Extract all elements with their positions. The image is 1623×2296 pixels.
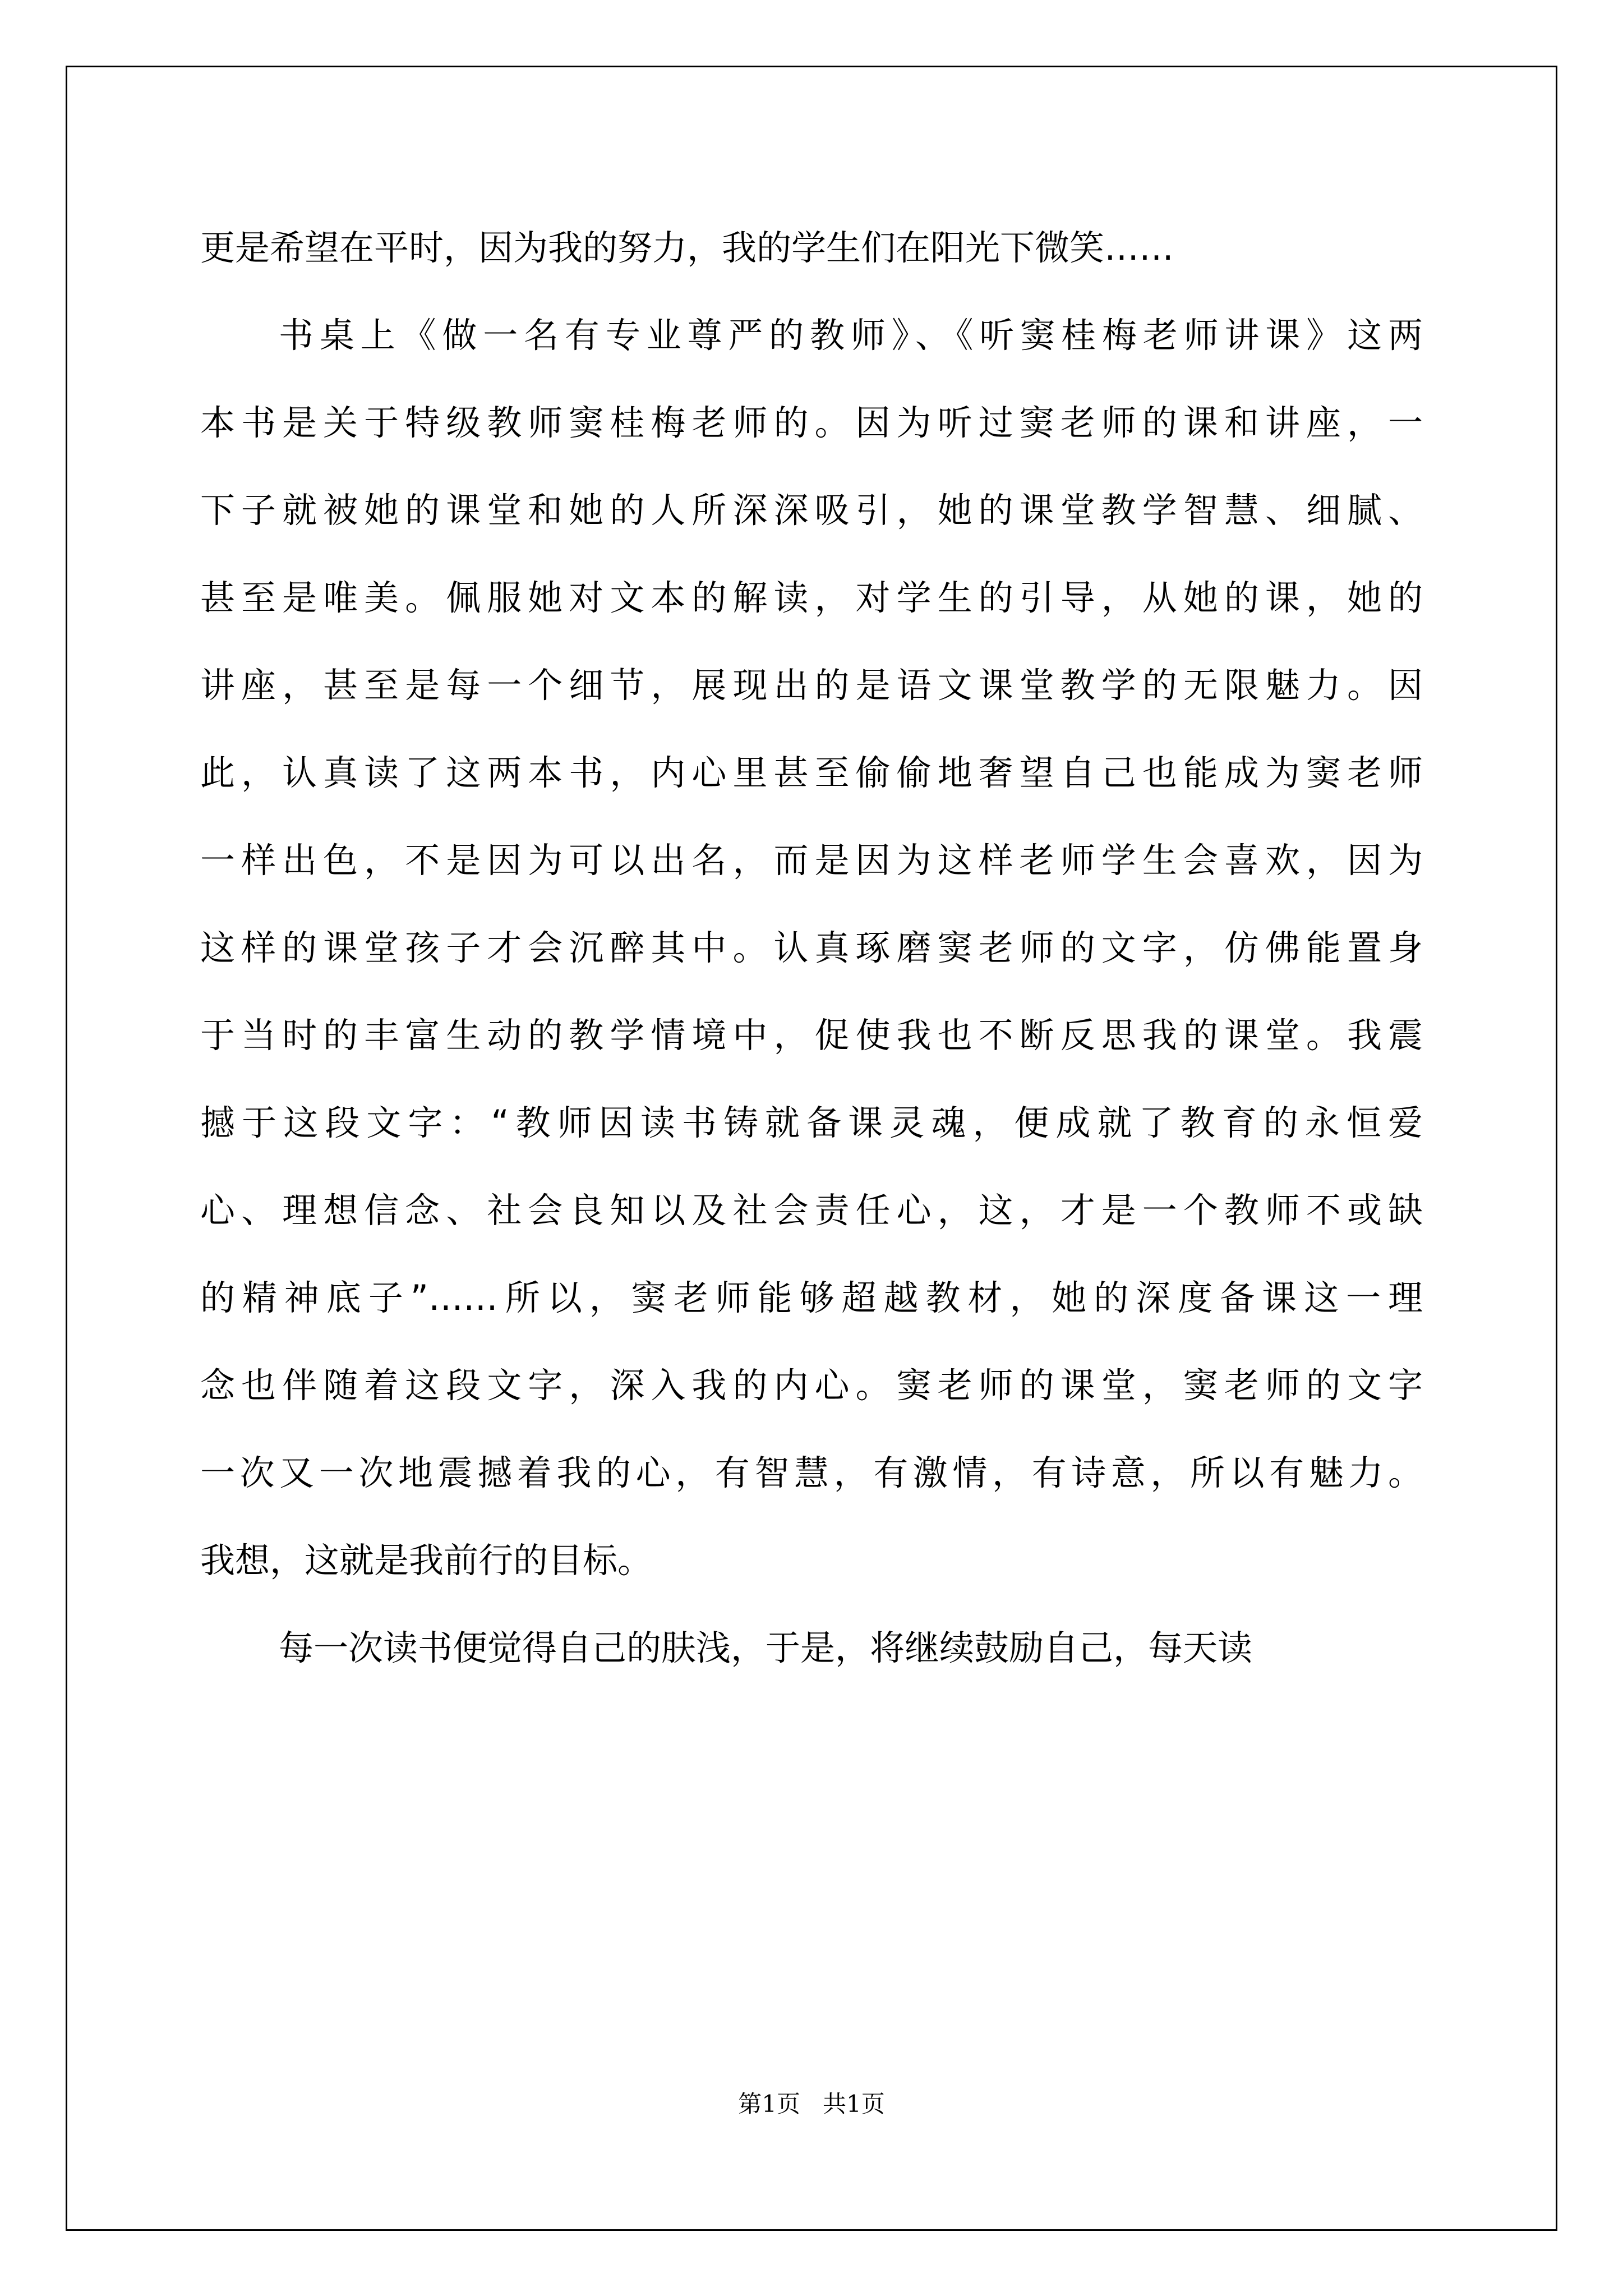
text-line: 这样的课堂孩子才会沉醉其中。认真琢磨窦老师的文字，仿佛能置身 [200,927,1423,968]
text-line: 一样出色，不是因为可以出名，而是因为这样老师学生会喜欢，因为 [200,840,1423,881]
text-line: 于当时的丰富生动的教学情境中，促使我也不断反思我的课堂。我震 [200,1015,1423,1056]
paragraph-start-line: 每一次读书便觉得自己的肤浅，于是，将继续鼓励自己，每天读 [279,1627,1253,1668]
text-line: 讲座，甚至是每一个细节，展现出的是语文课堂教学的无限魅力。因 [200,665,1423,706]
text-line: 本书是关于特级教师窦桂梅老师的。因为听过窦老师的课和讲座，一 [200,402,1423,443]
document-body [200,220,1423,1708]
text-line: 甚至是唯美。佩服她对文本的解读，对学生的引导，从她的课，她的 [200,577,1423,618]
text-line: 此，认真读了这两本书，内心里甚至偷偷地奢望自己也能成为窦老师 [200,752,1423,793]
page-number-footer: 第1页 共1页 [738,2090,885,2118]
text-line: 的精神底子”……所以，窦老师能够超越教材，她的深度备课这一理 [200,1277,1423,1318]
text-line: 更是希望在平时，因为我的努力，我的学生们在阳光下微笑…… [200,227,1174,268]
text-line: 下子就被她的课堂和她的人所深深吸引，她的课堂教学智慧、细腻、 [200,490,1423,531]
text-line: 我想，这就是我前行的目标。 [200,1540,653,1581]
text-line: 一次又一次地震撼着我的心，有智慧，有激情，有诗意，所以有魅力。 [200,1452,1423,1493]
text-line: 念也伴随着这段文字，深入我的内心。窦老师的课堂，窦老师的文字 [200,1365,1423,1406]
text-line: 撼于这段文字：“教师因读书铸就备课灵魂，便成就了教育的永恒爱 [200,1102,1423,1143]
text-line: 心、理想信念、社会良知以及社会责任心，这，才是一个教师不或缺 [200,1190,1423,1231]
paragraph-start-line: 书桌上《做一名有专业尊严的教师》、《听窦桂梅老师讲课》这两 [279,315,1423,356]
